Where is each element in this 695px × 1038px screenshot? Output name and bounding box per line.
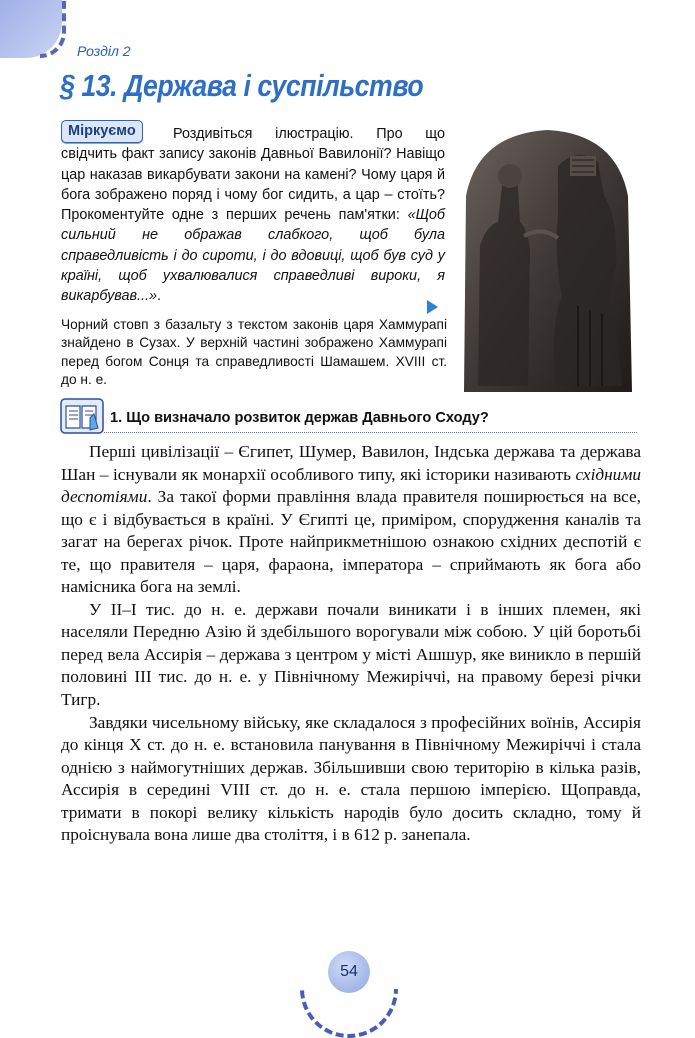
main-text: [61, 441, 641, 847]
caption-arrow-icon: [427, 300, 438, 314]
think-badge: Міркуємо: [61, 120, 143, 143]
page-number: 54: [328, 951, 370, 993]
image-caption: Чорний стовп з базальту з текстом законів царя Хаммурапі знайдено в Сузах. У верхній частині зображено Хаммурапі перед богом Сонця та справедливості Шамашем. XVIII ст. до н. е.: [61, 317, 447, 388]
think-text-end: .: [157, 288, 161, 305]
question-heading: 1. Що визначало розвиток держав Давнього Сходу?: [110, 410, 489, 426]
think-text-lead: Роздивіться ілюстрацію. Про що свідчить факт запису законів Давньої Вавилонії? Навіщо цар наказав викарбувати закони на камені? Чому царя й бога зображено поряд і чому бог сидить, а цар – стоїть? Прокоментуйте одне з перших речень пам'ятки:: [61, 126, 445, 224]
book-question-icon: [60, 398, 104, 434]
paragraph-3: Завдяки чисельному війську, яке складалося з професійних воїнів, Ассирія до кінця X ст. до н. е. встановила панування в Північному Межиріччі і стала однією з наймогутніших держав. Збільшивши свою територію в кілька разів, Ассирія в середині VIII ст. до н. е. стала першою імперією. Щоправда, тримати в покорі велику кількість народів було досить складно, тому й проіснувала вона лише два століття, і в 612 р. занепала.: [61, 712, 641, 845]
paragraph-1: Перші цивілізації – Єгипет, Шумер, Вавилон, Індська держава та держава Шан – існували як монархії особливого типу, які історики називають східними деспотіями. За такої форми правління влада правителя поширюється на все, що є і відбувається в країні. У Єгипті це, приміром, спорудження каналів та загат на берегах річок. Проте найприкметнішою ознакою східних деспотій є те, що правителя – царя, фараона, імператора – сприймають як бога або намісника бога на землі.: [61, 442, 641, 597]
corner-dashed-line: [40, 0, 66, 58]
heading-divider: [104, 432, 637, 433]
page-title: § 13. Держава і суспільство: [60, 68, 424, 103]
hammurabi-stele-image: [458, 126, 634, 392]
term-eastern-despotism: східними деспотіями: [61, 464, 641, 507]
section-label: Розділ 2: [77, 43, 131, 59]
think-text: [61, 124, 445, 307]
think-quote: «Щоб сильний не ображав слабкого, щоб була справедливість і до сироти, і до вдовиці, щоб був суд у країні, щоб ухвалювалися справедливі вироки, я викарбував...»: [61, 207, 445, 305]
paragraph-2: У II–I тис. до н. е. держави почали виникати і в інших племен, які населяли Передню Азію й здебільшого ворогували між собою. У цій боротьбі перед вела Ассирія – держава з центром у місті Ашшур, яке виникло в першій половині III тис. до н. е. у Північному Межиріччі, на правому березі річки Тигр.: [61, 599, 641, 710]
